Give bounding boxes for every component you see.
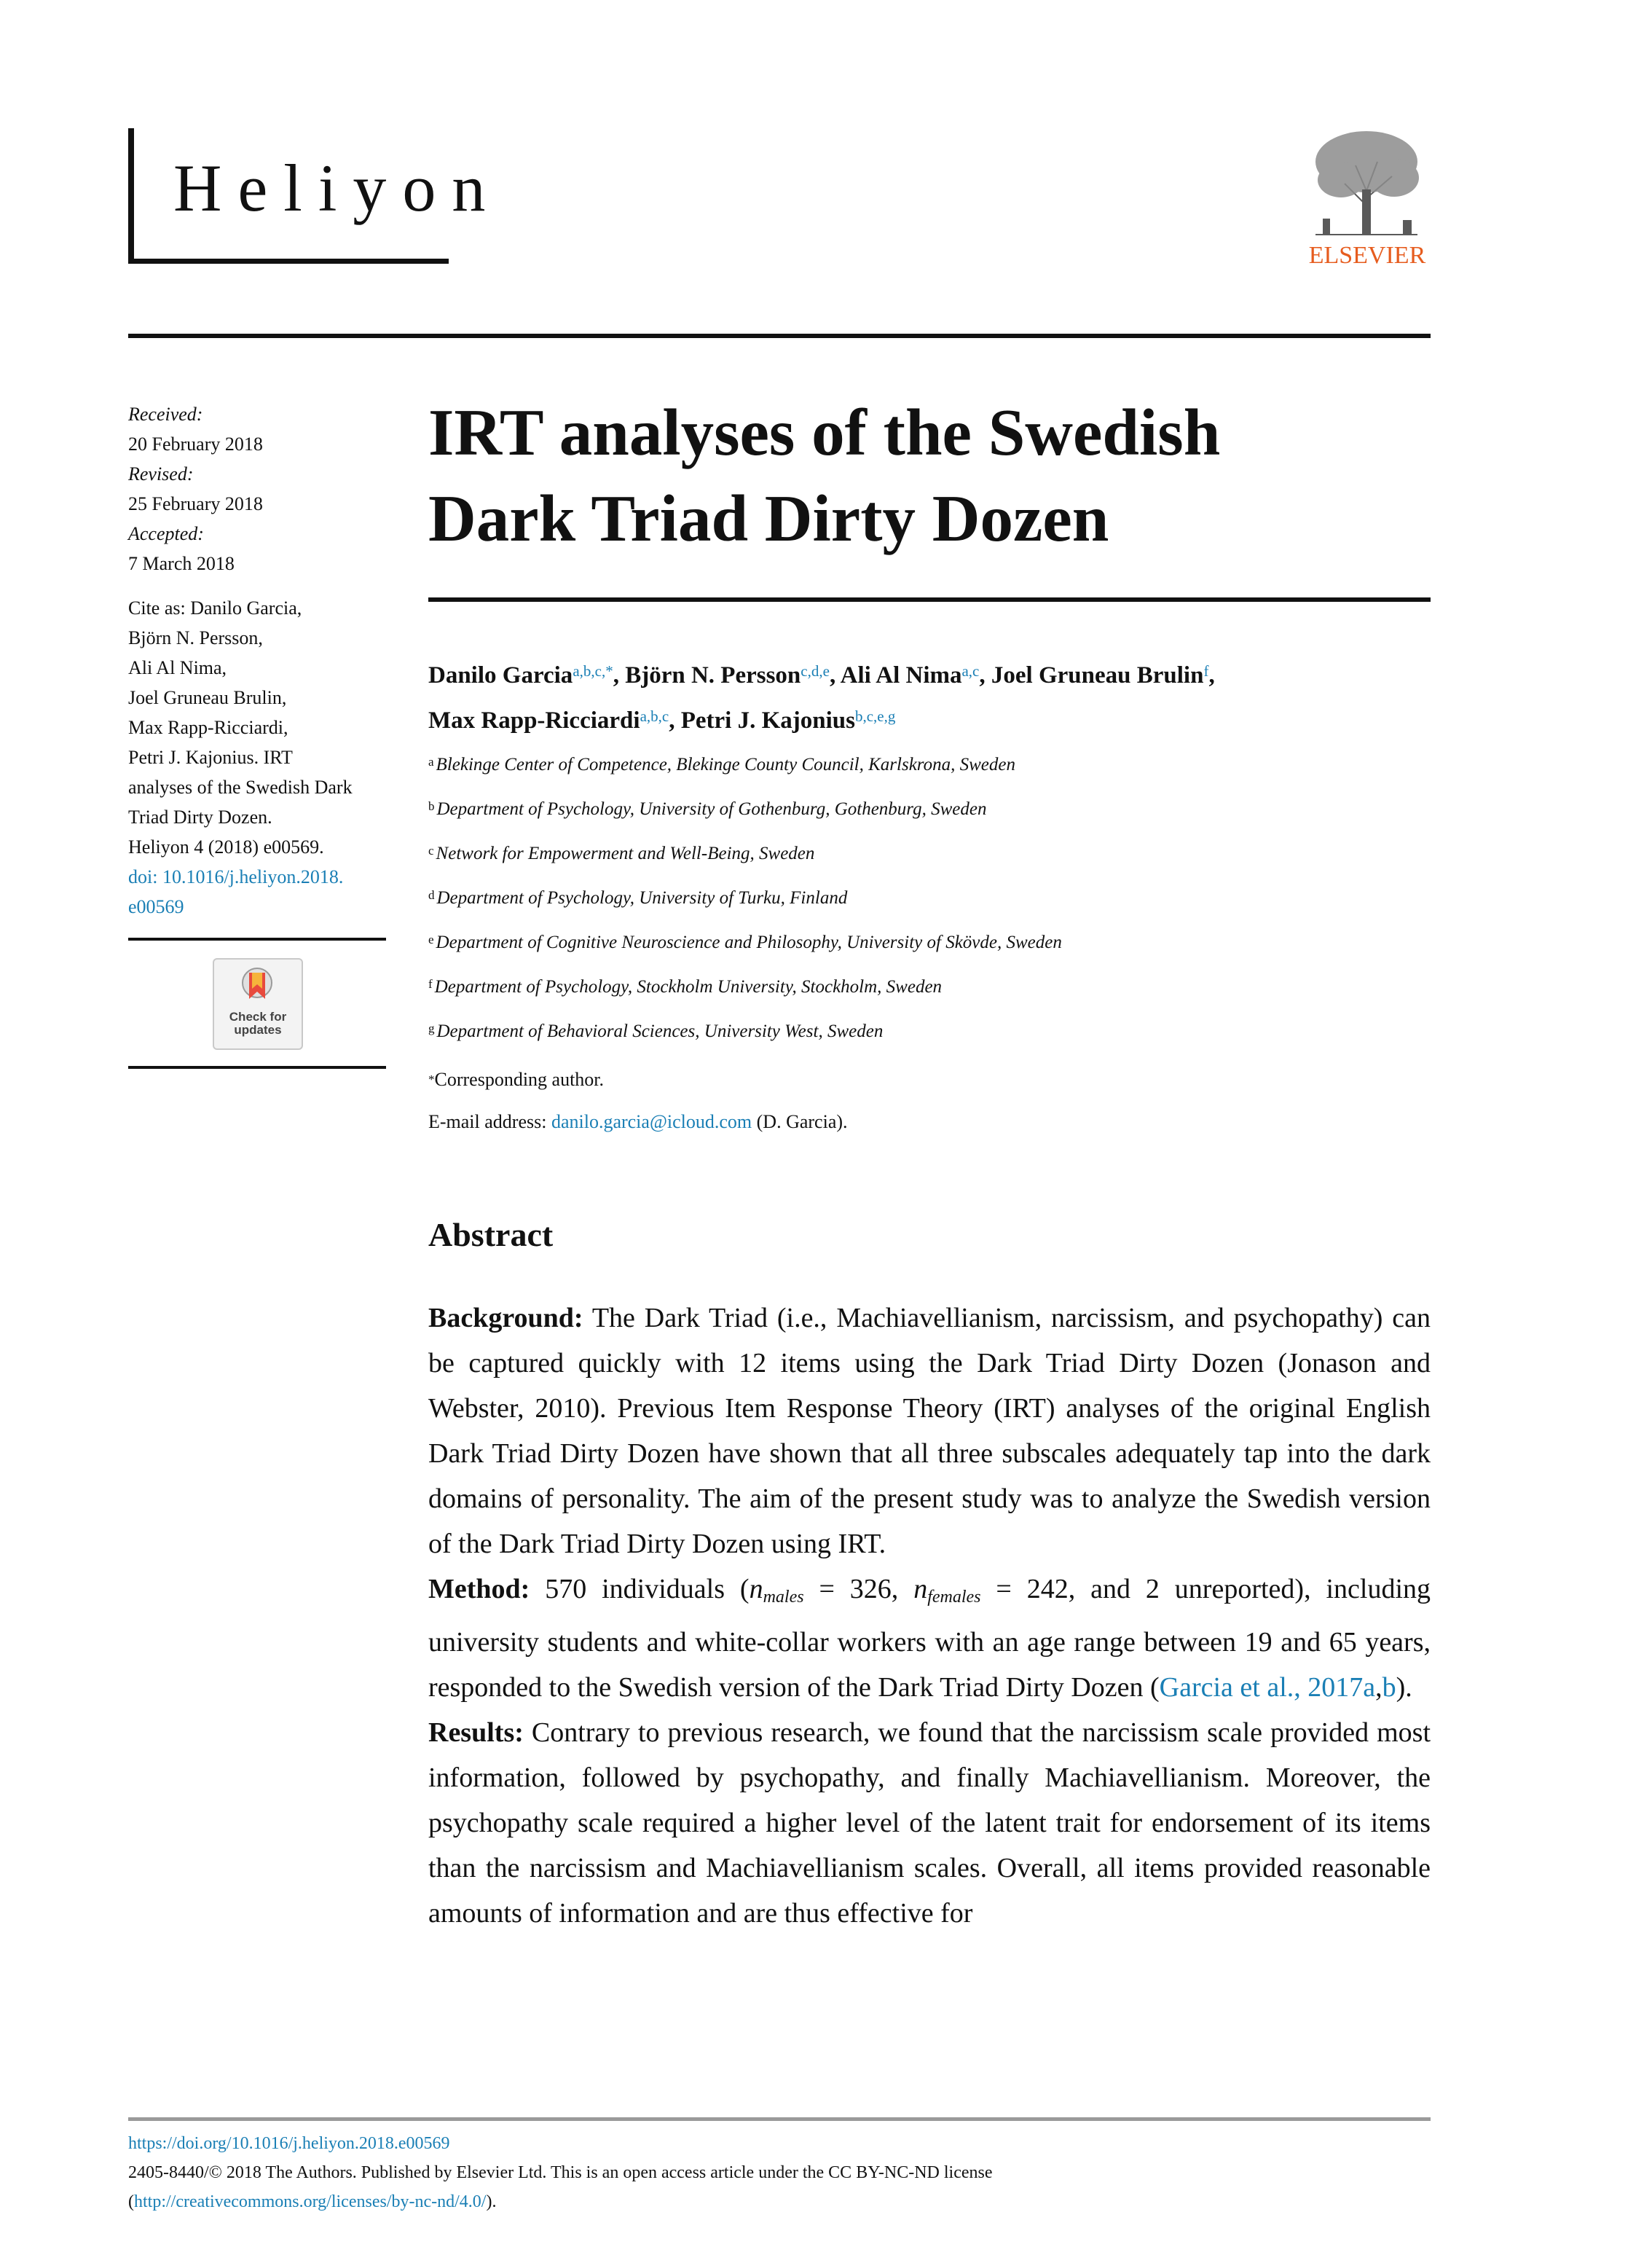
affiliation-key: e	[428, 933, 434, 946]
author-separator: ,	[1208, 662, 1215, 689]
citation-line: Cite as: Danilo Garcia,	[128, 597, 302, 619]
email-line	[428, 1107, 848, 1137]
title-line-2: Dark Triad Dirty Dozen	[428, 482, 1109, 555]
accepted-label: Accepted:	[128, 523, 204, 544]
doi-link[interactable]	[128, 862, 390, 922]
reference-link[interactable]: b	[1382, 1672, 1396, 1703]
affiliation-key: f	[428, 977, 433, 991]
author-name: Björn N. Persson	[625, 662, 801, 689]
doi-link-line2: e00569	[128, 896, 184, 917]
citation-line: Petri J. Kajonius. IRT	[128, 747, 293, 768]
revised-label: Revised:	[128, 463, 194, 485]
affiliation-item	[428, 795, 1433, 839]
method-text: ).	[1396, 1672, 1412, 1703]
affiliation-item	[428, 973, 1433, 1017]
results-text: Contrary to previous research, we found that the narcissism scale provided most information, followed by psychopathy, and finally Machiavellianism. Moreover, the psychopathy scale required a higher level of the latent trait for endorsement of its items than the narcissism and Machiavellianism scales. Overall, all items provided reasonable amounts of information and are thus effective for	[428, 1717, 1431, 1929]
abstract-method	[428, 1566, 1431, 1710]
affiliation-text: Department of Psychology, University of Gothenburg, Gothenburg, Sweden	[436, 799, 987, 819]
corresponding-mark: *	[428, 1072, 435, 1086]
affiliation-list	[428, 750, 1433, 1062]
received-date: 20 February 2018	[128, 434, 263, 455]
citation-line: Joel Gruneau Brulin,	[128, 687, 287, 708]
page-footer	[128, 2129, 1431, 2216]
author-separator: ,	[669, 707, 681, 734]
masthead-underline	[128, 259, 449, 264]
author-affiliation-marks[interactable]: c,d,e	[801, 662, 830, 680]
citation-line: Max Rapp-Ricciardi,	[128, 717, 288, 738]
email-label: E-mail address:	[428, 1111, 551, 1132]
license-text: 2405-8440/© 2018 The Authors. Published by Elsevier Ltd. This is an open access article under the CC BY-NC-ND license	[128, 2163, 993, 2182]
author-affiliation-marks[interactable]: a,c	[961, 662, 980, 680]
journal-title: Heliyon	[173, 151, 502, 225]
check-for-updates-label: Check for updates	[229, 1010, 287, 1037]
results-label: Results:	[428, 1717, 524, 1748]
elsevier-tree-logo	[1301, 125, 1432, 242]
method-text: ,	[1375, 1672, 1382, 1703]
abstract-background	[428, 1295, 1431, 1566]
author-separator: ,	[979, 662, 991, 689]
abstract-body	[428, 1295, 1431, 1936]
masthead-bracket	[128, 128, 134, 264]
females-subscript: females	[927, 1588, 981, 1607]
citation-line: Triad Dirty Dozen.	[128, 807, 272, 828]
author-separator: ,	[613, 662, 626, 689]
abstract-heading: Abstract	[428, 1216, 554, 1253]
header-rule	[128, 334, 1431, 338]
background-label: Background:	[428, 1303, 583, 1333]
affiliation-item	[428, 839, 1433, 884]
received-label: Received:	[128, 404, 203, 425]
affiliation-key: a	[428, 755, 434, 769]
accepted-date: 7 March 2018	[128, 553, 235, 574]
affiliation-text: Department of Behavioral Sciences, University West, Sweden	[436, 1021, 884, 1041]
affiliation-key: d	[428, 888, 435, 902]
author-name: Joel Gruneau Brulin	[991, 662, 1204, 689]
author-name: Max Rapp-Ricciardi	[428, 707, 640, 734]
n-symbol: n	[749, 1574, 763, 1604]
affiliation-key: b	[428, 799, 435, 813]
affiliation-text: Department of Cognitive Neuroscience and Philosophy, University of Skövde, Sweden	[436, 933, 1062, 952]
article-history-sidebar	[128, 399, 390, 1069]
license-link[interactable]: http://creativecommons.org/licenses/by-nc-nd/4.0/	[134, 2192, 487, 2211]
method-text: = 242, and 2 unreported), including university students and white-collar workers with an age range between 19 and 65 years, responded to the Swedish version of the Dark Triad Dirty Dozen (	[428, 1574, 1431, 1703]
method-label: Method:	[428, 1574, 530, 1604]
author-affiliation-marks[interactable]: a,b,c	[640, 707, 669, 725]
paren-close: ).	[486, 2192, 497, 2211]
article-title	[428, 390, 1433, 562]
reference-link[interactable]: Garcia et al., 2017a	[1159, 1672, 1376, 1703]
title-line-1: IRT analyses of the Swedish	[428, 396, 1221, 469]
corresponding-text: Corresponding author.	[434, 1069, 605, 1090]
author-affiliation-marks[interactable]: f	[1203, 662, 1209, 680]
check-for-updates-badge[interactable]	[213, 958, 303, 1050]
author-list	[428, 653, 1441, 743]
doi-link-line1: doi: 10.1016/j.heliyon.2018.	[128, 866, 344, 887]
footer-doi-link[interactable]: https://doi.org/10.1016/j.heliyon.2018.e00569	[128, 2134, 450, 2153]
license-url-line	[128, 2187, 1431, 2216]
paren-open: (	[128, 2192, 134, 2211]
author-name: Danilo Garcia	[428, 662, 573, 689]
affiliation-text: Network for Empowerment and Well-Being, Sweden	[436, 844, 815, 863]
author-name: Petri J. Kajonius	[680, 707, 855, 734]
crossmark-icon	[239, 967, 275, 1009]
citation-line: Heliyon 4 (2018) e00569.	[128, 836, 324, 858]
corresponding-author-note	[428, 1065, 604, 1094]
author-affiliation-marks[interactable]: a,b,c,*	[573, 662, 613, 680]
background-text: The Dark Triad (i.e., Machiavellianism, narcissism, and psychopathy) can be captured quickly with 12 items using the Dark Triad Dirty Dozen (Jonason and Webster, 2010). Previous Item Response Theory (IRT) analyses of the original English Dark Triad Dirty Dozen have shown that all three subscales adequately tap into the dark domains of personality. The aim of the present study was to analyze the Swedish version of the Dark Triad Dirty Dozen using IRT.	[428, 1303, 1431, 1559]
email-link[interactable]: danilo.garcia@icloud.com	[551, 1111, 752, 1132]
affiliation-item	[428, 750, 1433, 795]
citation-line: analyses of the Swedish Dark	[128, 777, 353, 798]
author-separator: ,	[829, 662, 841, 689]
males-subscript: males	[763, 1588, 804, 1607]
affiliation-text: Department of Psychology, Stockholm University, Stockholm, Sweden	[434, 977, 943, 997]
affiliation-key: c	[428, 844, 434, 858]
affiliation-key: g	[428, 1021, 435, 1035]
n-symbol: n	[913, 1574, 928, 1604]
method-text: 570 individuals (	[530, 1574, 750, 1604]
citation-line: Björn N. Persson,	[128, 627, 263, 648]
sidebar-rule	[128, 938, 386, 941]
abstract-results	[428, 1710, 1431, 1936]
affiliation-text: Department of Psychology, University of Turku, Finland	[436, 888, 848, 908]
method-text: = 326,	[803, 1574, 914, 1604]
email-suffix: (D. Garcia).	[752, 1111, 848, 1132]
affiliation-item	[428, 1017, 1433, 1062]
elsevier-wordmark: ELSEVIER	[1308, 242, 1426, 269]
author-affiliation-marks[interactable]: b,c,e,g	[854, 707, 896, 725]
footer-rule	[128, 2117, 1431, 2121]
revised-date: 25 February 2018	[128, 493, 263, 514]
sidebar-rule-bottom	[128, 1066, 386, 1069]
affiliation-text: Blekinge Center of Competence, Blekinge County Council, Karlskrona, Sweden	[436, 755, 1015, 774]
title-rule	[428, 597, 1431, 602]
author-name: Ali Al Nima	[840, 662, 962, 689]
affiliation-item	[428, 884, 1433, 928]
citation-line: Ali Al Nima,	[128, 657, 227, 678]
affiliation-item	[428, 928, 1433, 973]
citation-block	[128, 593, 390, 922]
